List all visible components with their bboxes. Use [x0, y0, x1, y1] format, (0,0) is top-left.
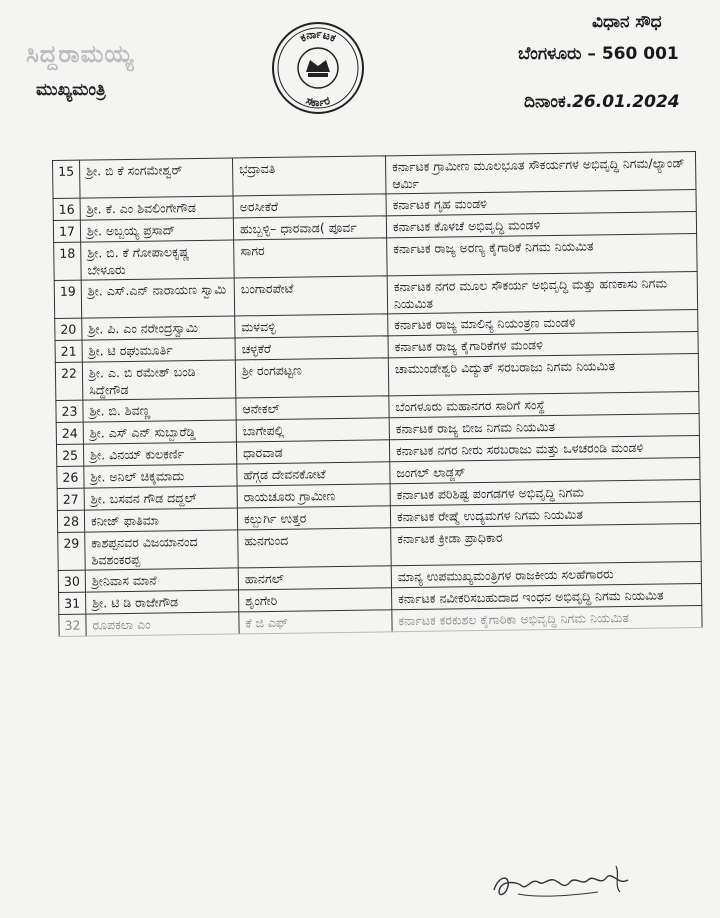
date-label: ದಿನಾಂಕ.	[524, 92, 573, 112]
name-cell: ಶ್ರೀ. ಬಿ. ಶಿವಣ್ಣ	[83, 398, 236, 422]
post-cell: ಬೆಂಗಳೂರು ಮಹಾನಗರ ಸಾರಿಗೆ ಸಂಸ್ಥೆ	[389, 391, 699, 417]
name-cell: ಶ್ರೀ. ಕೆ. ಎಂ ಶಿವಲಿಂಗೇಗೌಡ	[80, 196, 233, 220]
constituency-cell: ಹುನಗುಂದ	[238, 528, 392, 568]
letterhead-designation: ಮುಖ್ಯಮಂತ್ರಿ	[36, 80, 106, 100]
serial-number-cell: 22	[55, 362, 83, 400]
serial-number-cell: 21	[55, 340, 82, 362]
name-cell: ಶ್ರೀ. ಪಿ. ಎಂ ನರೇಂದ್ರಸ್ವಾಮಿ	[82, 316, 235, 340]
post-cell: ಕರ್ನಾಟಕ ಕ್ರೀಡಾ ಪ್ರಾಧಿಕಾರ	[391, 523, 702, 565]
constituency-cell: ಹುಬ್ಬಳ್ಳಿ– ಧಾರವಾಡ( ಪೂರ್ವ	[233, 216, 386, 240]
constituency-cell: ಶೃಂಗೇರಿ	[239, 588, 392, 612]
post-cell: ಕರ್ನಾಟಕ ಕೊಳಚೆ ಅಭಿವೃದ್ಧಿ ಮಂಡಳಿ	[386, 212, 696, 238]
constituency-cell: ಆನೇಕಲ್	[236, 396, 389, 420]
seal-text-top: ಕರ್ನಾಟಕ	[298, 27, 338, 45]
serial-number-cell: 31	[59, 592, 86, 614]
name-cell: ಶ್ರೀ. ಎಸ್.ಎನ್ ನಾರಾಯಣ ಸ್ವಾಮಿ	[81, 278, 235, 318]
name-cell: ಶ್ರೀ. ಅಬ್ಬಯ್ಯ ಪ್ರಸಾದ್	[80, 218, 233, 242]
date-value: 26.01.2024	[572, 92, 680, 112]
constituency-cell: ರಾಯಚೂರು ಗ್ರಾಮೀಣ	[237, 484, 390, 508]
serial-number-cell: 15	[53, 160, 81, 198]
signature-icon	[488, 856, 638, 912]
post-cell: ಕರ್ನಾಟಕ ರಾಜ್ಯ ಮಾಲಿನ್ಯ ನಿಯಂತ್ರಣ ಮಂಡಳಿ	[388, 309, 698, 335]
name-cell: ಶ್ರೀ. ಟಿ ರಘುಮೂರ್ತಿ	[82, 338, 235, 362]
appointments-table-container	[52, 151, 703, 637]
serial-number-cell: 26	[57, 466, 84, 488]
post-cell: ಚಾಮುಂಡೇಶ್ವರಿ ವಿದ್ಯುತ್ ಸರಬರಾಜು ನಿಗಮ ನಿಯಮಿತ	[388, 353, 699, 395]
constituency-cell: ಶ್ರೀ ರಂಗಪಟ್ಟಣ	[235, 358, 389, 398]
serial-number-cell: 23	[56, 400, 83, 422]
post-cell: ಕರ್ನಾಟಕ ರಾಜ್ಯ ಬೀಜ ನಿಗಮ ನಿಯಮಿತ	[389, 413, 699, 439]
serial-number-cell: 18	[54, 242, 82, 280]
name-cell: ಶ್ರೀನಿವಾಸ ಮಾನೆ	[85, 568, 238, 592]
serial-number-cell: 29	[58, 532, 86, 570]
name-cell: ಕಾಶಪ್ಪನವರ ವಿಜಯಾನಂದ ಶಿವಶಂಕರಪ್ಪ	[85, 530, 239, 570]
name-cell: ಕನೀಜ್ ಫಾತಿಮಾ	[84, 508, 237, 532]
serial-number-cell: 20	[55, 318, 82, 340]
serial-number-cell: 17	[53, 220, 80, 242]
post-cell: ಕರ್ನಾಟಕ ರಾಜ್ಯ ಅರಣ್ಯ ಕೈಗಾರಿಕೆ ನಿಗಮ ನಿಯಮಿತ	[387, 234, 698, 276]
serial-number-cell: 16	[53, 198, 80, 220]
constituency-cell: ಅರಸೀಕೆರೆ	[233, 194, 386, 218]
post-cell: ಕರ್ನಾಟಕ ರಾಜ್ಯ ಕೈಗಾರಿಕೆಗಳ ಮಂಡಳಿ	[388, 331, 698, 357]
name-cell: ಶ್ರೀ. ಎಸ್ ಎನ್ ಸುಬ್ಬಾರೆಡ್ಡಿ	[83, 420, 236, 444]
name-cell: ರೂಪಕಲಾ ಎಂ	[86, 612, 239, 636]
constituency-cell: ಕಲ್ಬುರ್ಗಿ ಉತ್ತರ	[237, 506, 390, 530]
post-cell: ಕರ್ನಾಟಕ ಗೃಹ ಮಂಡಳಿ	[386, 190, 696, 216]
constituency-cell: ಚಳ್ಳಕೆರೆ	[235, 336, 388, 360]
serial-number-cell: 24	[56, 422, 83, 444]
constituency-cell: ಮಳವಳ್ಳಿ	[235, 314, 388, 338]
constituency-cell: ಹೆಗ್ಗಡ ದೇವನಕೋಟೆ	[237, 462, 390, 486]
name-cell: ಶ್ರೀ. ಟಿ ಡಿ ರಾಜೇಗೌಡ	[86, 590, 239, 614]
serial-number-cell: 19	[54, 280, 82, 318]
name-cell: ಶ್ರೀ. ವಿನಯ್ ಕುಲಕರ್ಣಿ	[83, 442, 236, 466]
serial-number-cell: 32	[59, 614, 86, 636]
post-cell: ಕರ್ನಾಟಕ ನಗರ ನೀರು ಸರಬರಾಜು ಮತ್ತು ಒಳಚರಂಡಿ ಮಂಡಳಿ	[389, 435, 699, 461]
serial-number-cell: 27	[57, 488, 84, 510]
name-cell: ಶ್ರೀ. ಎ. ಬಿ ರಮೇಶ್ ಬಂಡಿ ಸಿದ್ದೇಗೌಡ	[82, 360, 236, 400]
post-cell: ಮಾನ್ಯ ಉಪಮುಖ್ಯಮಂತ್ರಿಗಳ ರಾಜಕೀಯ ಸಲಹೆಗಾರರು	[391, 561, 701, 587]
seal-text-bottom: ಸರ್ಕಾರ	[304, 93, 332, 110]
name-cell: ಶ್ರೀ. ಬಿ. ಕೆ ಗೋಪಾಲಕೃಷ್ಣ ಬೇಳೂರು	[81, 240, 235, 280]
post-cell: ಕರ್ನಾಟಕ ಕರಕುಶಲ ಕೈಗಾರಿಕಾ ಅಭಿವೃದ್ಧಿ ನಿಗಮ ನಿಯಮಿತ	[392, 605, 702, 631]
name-cell: ಶ್ರೀ. ಬಿ ಕೆ ಸಂಗಮೇಶ್ವರ್	[80, 158, 234, 198]
address-line-1: ವಿಧಾನ ಸೌಧ	[592, 12, 662, 32]
constituency-cell: ಬಾಗೇಪಲ್ಲಿ	[236, 418, 389, 442]
serial-number-cell: 25	[56, 444, 83, 466]
letterhead-name: ಸಿದ್ದರಾಮಯ್ಯ	[26, 40, 135, 68]
constituency-cell: ಭದ್ರಾವತಿ	[232, 156, 386, 196]
svg-text:ಕರ್ನಾಟಕ	[298, 27, 338, 44]
constituency-cell: ಕೆ ಜಿ ಎಫ್	[239, 610, 392, 634]
post-cell: ಕರ್ನಾಟಕ ಗ್ರಾಮೀಣ ಮೂಲಭೂತ ಸೌಕರ್ಯಗಳ ಅಭಿವೃದ್ಧಿ ನಿಗಮ/ಲ್ಯಾಂಡ್ ಆರ್ಮಿ	[385, 152, 696, 194]
post-cell: ಕರ್ನಾಟಕ ಪರಿಶಿಷ್ಟ ಪಂಗಡಗಳ ಅಭಿವೃದ್ಧಿ ನಿಗಮ	[390, 479, 700, 505]
svg-text:ಸರ್ಕಾರ	[304, 94, 332, 109]
constituency-cell: ಹಾನಗಲ್	[238, 566, 391, 590]
post-cell: ಕರ್ನಾಟಕ ನಗರ ಮೂಲ ಸೌಕರ್ಯ ಅಭಿವೃದ್ಧಿ ಮತ್ತು ಹಣಕಾಸು ನಿಗಮ ನಿಯಮಿತ	[387, 272, 698, 314]
post-cell: ಕರ್ನಾಟಕ ರೇಷ್ಮೆ ಉದ್ಯಮಗಳ ನಿಗಮ ನಿಯಮಿತ	[390, 501, 700, 527]
name-cell: ಶ್ರೀ. ಬಸವನ ಗೌಡ ದದ್ದಲ್	[84, 486, 237, 510]
constituency-cell: ಸಾಗರ	[234, 238, 388, 278]
post-cell: ಜಂಗಲ್ ಲಾಡ್ಜಸ್	[390, 457, 700, 483]
constituency-cell: ಧಾರವಾಡ	[236, 440, 389, 464]
government-seal-icon	[270, 20, 366, 116]
serial-number-cell: 28	[57, 510, 84, 532]
constituency-cell: ಬಂಗಾರಪೇಟೆ	[234, 276, 388, 316]
serial-number-cell: 30	[58, 570, 85, 592]
address-line-2: ಬೆಂಗಳೂರು – 560 001	[518, 44, 679, 64]
appointments-table	[52, 151, 703, 637]
date-line	[524, 92, 680, 112]
name-cell: ಶ್ರೀ. ಅನಿಲ್ ಚಿಕ್ಕಮಾದು	[84, 464, 237, 488]
post-cell: ಕರ್ನಾಟಕ ನವೀಕರಿಸಬಹುದಾದ ಇಂಧನ ಅಭಿವೃದ್ಧಿ ನಿಗಮ ನಿಯಮಿತ	[392, 583, 702, 609]
